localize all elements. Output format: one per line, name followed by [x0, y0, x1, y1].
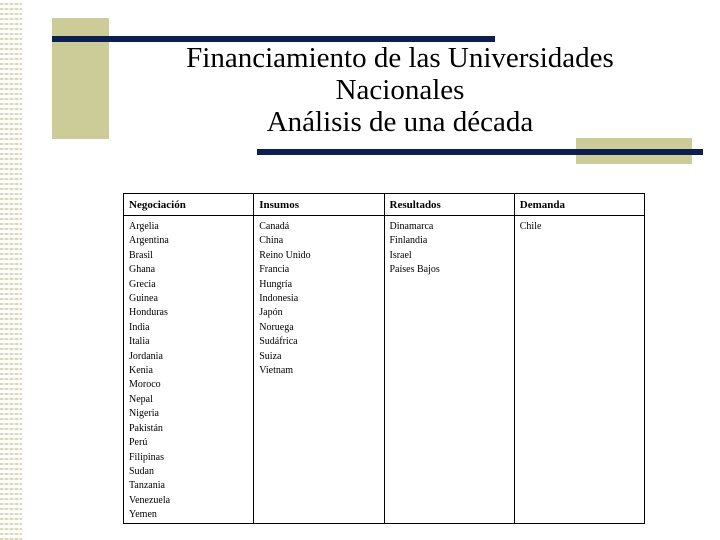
slide-title — [140, 42, 660, 138]
country-list-item: Indonesia — [259, 293, 299, 305]
column-insumos-cell — [254, 216, 384, 524]
country-list-item: Pakistán — [129, 422, 163, 434]
country-list-item: Nigeria — [129, 408, 159, 420]
country-list-item: Argentina — [129, 235, 169, 247]
country-list-item: Sudan — [129, 465, 154, 477]
column-resultados-cell — [384, 216, 514, 524]
country-list-item: Italia — [129, 336, 150, 348]
country-list-item: Noruega — [259, 321, 294, 333]
country-list-item: Argelia — [129, 221, 159, 232]
country-list-item: Francia — [259, 264, 290, 276]
column-header-demanda: Demanda — [514, 194, 644, 216]
country-list-item: Brasil — [129, 249, 153, 261]
country-list-item: Hungría — [259, 278, 293, 290]
country-list-item: Dinamarca — [389, 221, 434, 232]
column-negociacion-cell — [124, 216, 254, 524]
country-list-item: Jordania — [129, 350, 163, 362]
country-list-item: Japón — [259, 307, 283, 319]
country-list-item: Chile — [519, 221, 542, 232]
country-list-item: Nepal — [129, 393, 153, 405]
country-list-item: Perú — [129, 437, 148, 449]
country-list-item: Kenia — [129, 365, 153, 377]
country-list-item: Vietnam — [259, 365, 294, 377]
country-list-item: Moroco — [129, 379, 161, 391]
slide-title-line-1: Financiamiento de las Universidades — [186, 42, 614, 74]
country-classification-table — [123, 193, 645, 524]
country-list-item: Guinea — [129, 293, 158, 305]
title-rule-bottom — [257, 149, 703, 155]
country-list-item: Israel — [389, 249, 412, 261]
slide-title-line-3: Análisis de una década — [266, 106, 534, 138]
decorative-stripe-bar — [0, 0, 22, 540]
country-list-item: Ghana — [129, 264, 156, 276]
country-list-item: Filipinas — [129, 451, 165, 463]
column-demanda-cell — [514, 216, 644, 524]
country-list-item: Sudáfrica — [259, 336, 298, 348]
country-list-item: Canadá — [259, 221, 290, 232]
table-row — [124, 216, 645, 524]
country-list-item: India — [129, 321, 150, 333]
country-list-item: Tanzania — [129, 480, 165, 492]
country-list-item: Honduras — [129, 307, 168, 319]
column-header-resultados: Resultados — [384, 194, 514, 216]
slide-title-line-2: Nacionales — [335, 74, 465, 106]
column-header-insumos: Insumos — [254, 194, 384, 216]
country-list-item: Yemen — [129, 509, 157, 521]
country-list-item: Reino Unido — [259, 249, 311, 261]
country-list-item: Venezuela — [129, 494, 171, 506]
country-list-item: Finlandia — [389, 235, 428, 247]
country-list-item: China — [259, 235, 284, 247]
country-list-item: Grecia — [129, 278, 156, 290]
column-header-negociacion: Negociación — [124, 194, 254, 216]
country-list-item: Países Bajos — [389, 264, 440, 276]
table-header-row — [124, 194, 645, 216]
country-list-item: Suiza — [259, 350, 282, 362]
